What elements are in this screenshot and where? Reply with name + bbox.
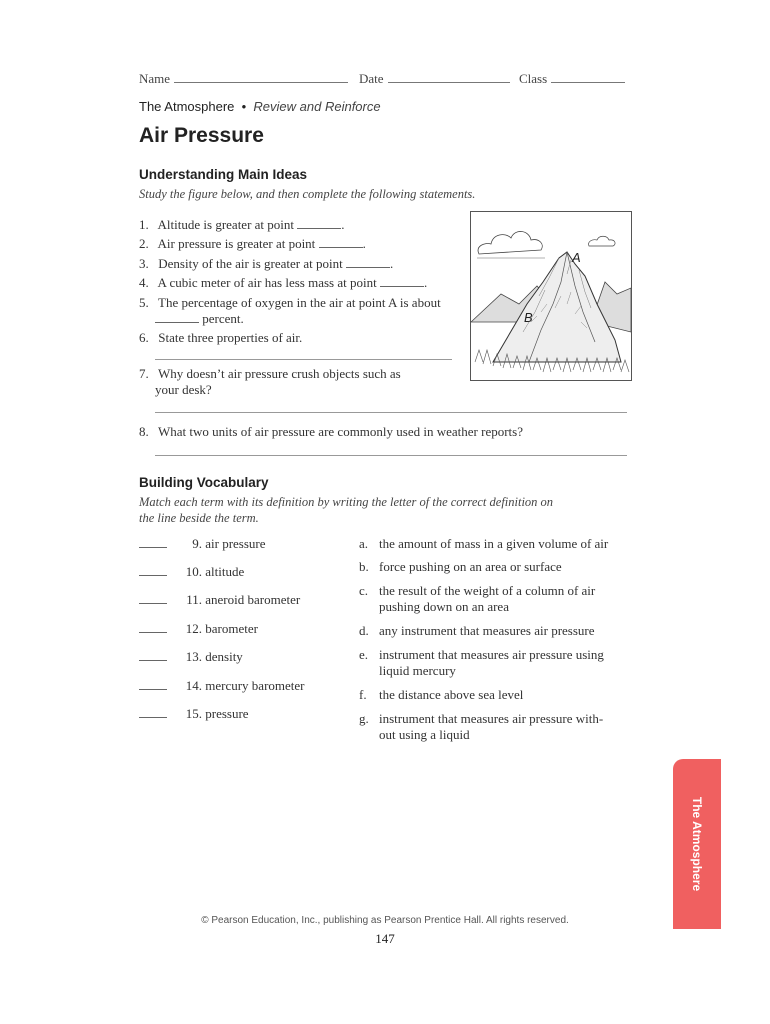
page-title: Air Pressure <box>139 124 264 147</box>
copyright-footer: © Pearson Education, Inc., publishing as Pearson Prentice Hall. All rights reserved. <box>201 915 569 926</box>
mountain-illustration <box>471 212 631 380</box>
answer-blank-5[interactable] <box>155 312 199 323</box>
question-5-cont: percent. <box>155 311 244 327</box>
point-a-label: A <box>572 250 581 265</box>
cloud-right <box>589 236 615 246</box>
answer-blank-4[interactable] <box>380 276 424 287</box>
answer-line-8[interactable] <box>155 455 627 456</box>
term-answer-blank[interactable] <box>139 622 167 633</box>
question-7-cont: your desk? <box>155 382 212 397</box>
question-6: 6. State three properties of air. <box>139 330 303 345</box>
question-5: 5. The percentage of oxygen in the air at point A is about <box>139 295 441 310</box>
vocab-instructions-2: the line beside the term. <box>139 511 259 525</box>
name-field[interactable] <box>139 71 348 87</box>
definition-g: g. instrument that measures air pressure with- out using a liquid <box>359 711 604 742</box>
main-ideas-instructions: Study the figure below, and then complete the following statements. <box>139 187 476 201</box>
answer-blank-1[interactable] <box>297 218 341 229</box>
class-field[interactable] <box>519 71 625 87</box>
question-1: 1. Altitude is greater at point . <box>139 217 345 232</box>
section-name: Review and Reinforce <box>253 99 381 114</box>
answer-blank-3[interactable] <box>346 257 390 268</box>
date-field[interactable] <box>359 71 510 87</box>
answer-blank-2[interactable] <box>319 237 363 248</box>
mountain-figure <box>470 211 632 381</box>
term-row: 10. altitude <box>139 564 244 580</box>
side-tab-label: The Atmosphere <box>690 796 704 892</box>
term-answer-blank[interactable] <box>139 593 167 604</box>
answer-line-7[interactable] <box>155 412 627 413</box>
date-label: Date <box>359 71 384 86</box>
question-8: 8. What two units of air pressure are commonly used in weather reports? <box>139 424 523 439</box>
term-row: 11. aneroid barometer <box>139 592 300 608</box>
question-2: 2. Air pressure is greater at point . <box>139 236 366 251</box>
term-answer-blank[interactable] <box>139 679 167 690</box>
term-row: 14. mercury barometer <box>139 678 305 694</box>
term-answer-blank[interactable] <box>139 537 167 548</box>
term-row: 12. barometer <box>139 621 258 637</box>
definition-e: e. instrument that measures air pressure using liquid mercury <box>359 647 604 678</box>
vocab-instructions-1: Match each term with its definition by writing the letter of the correct definition on <box>139 495 554 509</box>
definition-c: c. the result of the weight of a column of air pushing down on an area <box>359 583 596 614</box>
term-answer-blank[interactable] <box>139 650 167 661</box>
chapter-name: The Atmosphere <box>139 99 235 114</box>
definition-b: b. force pushing on an area or surface <box>359 559 562 574</box>
class-label: Class <box>519 71 548 86</box>
term-answer-blank[interactable] <box>139 565 167 576</box>
point-b-label: B <box>524 310 533 325</box>
answer-line-6[interactable] <box>155 359 452 360</box>
vocab-heading: Building Vocabulary <box>139 475 269 490</box>
name-label: Name <box>139 71 171 86</box>
term-answer-blank[interactable] <box>139 707 167 718</box>
definition-a: a. the amount of mass in a given volume of air <box>359 536 609 551</box>
chapter-side-tab <box>673 759 721 929</box>
cloud-left <box>478 231 542 254</box>
question-7: 7. Why doesn’t air pressure crush objects such as <box>139 366 401 381</box>
bullet: • <box>241 99 247 114</box>
definition-f: f. the distance above sea level <box>359 687 524 702</box>
term-row: 13. density <box>139 649 243 665</box>
main-ideas-heading: Understanding Main Ideas <box>139 167 308 182</box>
page-number: 147 <box>375 931 395 946</box>
question-3: 3. Density of the air is greater at point . <box>139 256 394 271</box>
term-row: 15. pressure <box>139 706 249 722</box>
chapter-subtitle <box>139 99 381 114</box>
term-row: 9. air pressure <box>139 536 266 552</box>
definition-d: d. any instrument that measures air pressure <box>359 623 595 638</box>
question-4: 4. A cubic meter of air has less mass at point . <box>139 275 428 290</box>
